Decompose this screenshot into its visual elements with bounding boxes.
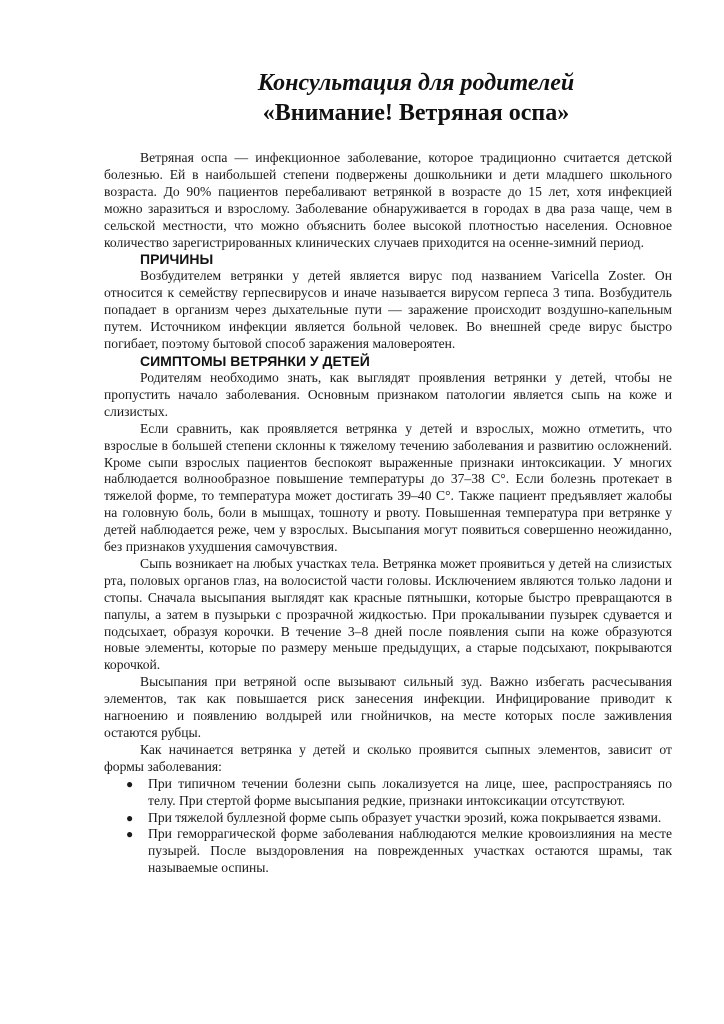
bullet-text: При типичном течении болезни сыпь локализуется на лице, шее, распространяясь по телу. При стертой форме высыпания редкие, признаки интоксикации отсутствуют.: [148, 775, 672, 808]
bullet-text: При геморрагической форме заболевания наблюдаются мелкие кровоизлияния на месте пузырей. После выздоровления на поврежденных участках остаются шрамы, так называемые оспины.: [148, 826, 672, 876]
bullet-item-bullous: [104, 810, 672, 827]
bullet-text: При тяжелой буллезной форме сыпь образует участки эрозий, кожа покрывается язвами.: [148, 809, 662, 825]
title-line-2: «Внимание! Ветряная оспа»: [262, 100, 570, 126]
document-body: [104, 150, 672, 877]
bullet-dot-icon: ●: [126, 810, 134, 825]
symptoms-paragraph-3: Сыпь возникает на любых участках тела. Ветрянка может проявиться у детей на слизистых рта, половых органов глаз, на волосистой части головы. Исключением являются только ладони и стопы. Сначала высыпания выглядят как красные пятнышки, которые быстро превращаются в папулы, а затем в пузырьки с прозрачной жидкостью. При прокалывании пузырек сдувается и подсыхает, образуя корочки. В течение 3–8 дней после появления сыпи на коже образуются новые элементы, которые по размеру меньше предыдущих, а старые подсыхают, покрываются корочкой.: [104, 555, 672, 673]
bullet-item-hemorrhagic: [104, 826, 672, 877]
document-title: [160, 68, 672, 128]
causes-paragraph: Возбудителем ветрянки у детей является вирус под названием Varicella Zoster. Он относится к семейству герпесвирусов и иначе называется вирусом герпеса 3 типа. Возбудитель попадает в организм через дыхательные пути — заражение происходит воздушно-капельным путем. Источником инфекции является больной человек. Во внешней среде вирус быстро погибает, поэтому бытовой способ заражения маловероятен.: [104, 268, 672, 352]
symptoms-paragraph-1: Родителям необходимо знать, как выглядят проявления ветрянки у детей, чтобы не пропустить начало заболевания. Основным признаком патологии является сыпь на коже и слизистых.: [104, 369, 672, 419]
causes-heading: ПРИЧИНЫ: [140, 251, 214, 268]
symptoms-heading: СИМПТОМЫ ВЕТРЯНКИ У ДЕТЕЙ: [140, 352, 370, 369]
intro-paragraph: Ветряная оспа — инфекционное заболевание, которое традиционно считается детской болезнью. Ей в наибольшей степени подвержены дошкольники и дети младшего школьного возраста. До 90% пациентов перебаливают ветрянкой в возрасте до 15 лет, хотя инфекцией можно заразиться и взрослому. Заболевание обнаруживается в городах в два раза чаще, чем в сельской местности, что можно объяснить более высокой плотностью населения. Основное количество зарегистрированных клинических случаев приходится на осенне-зимний период.: [104, 150, 672, 250]
document-page: [104, 68, 672, 877]
symptoms-paragraph-5: Как начинается ветрянка у детей и сколько проявится сыпных элементов, зависит от формы заболевания:: [104, 741, 672, 774]
bullet-dot-icon: ●: [126, 827, 134, 842]
title-line-1: Консультация для родителей: [257, 70, 575, 96]
forms-bullet-list: [104, 776, 672, 877]
bullet-item-typical: [104, 776, 672, 810]
bullet-dot-icon: ●: [126, 776, 134, 791]
symptoms-paragraph-4: Высыпания при ветряной оспе вызывают сильный зуд. Важно избегать расчесывания элементов, так как повышается риск занесения инфекции. Инфицирование приводит к нагноению и появлению волдырей или гнойничков, на месте которых после заживления остаются рубцы.: [104, 674, 672, 740]
symptoms-paragraph-2: Если сравнить, как проявляется ветрянка у детей и взрослых, можно отметить, что взрослые в большей степени склонны к тяжелому течению заболевания и развитию осложнений. Кроме сыпи взрослых пациентов беспокоят выраженные признаки интоксикации. У многих наблюдается волнообразное повышение температуры до 37–38 С°. Если болезнь протекает в тяжелой форме, то температура может достигать 39–40 С°. Также пациент предъявляет жалобы на головную боль, боли в мышцах, тошноту и рвоту. Повышенная температура при ветрянке у детей наблюдается реже, чем у взрослых. Высыпания могут появиться совершенно неожиданно, без признаков ухудшения самочувствия.: [104, 420, 672, 555]
